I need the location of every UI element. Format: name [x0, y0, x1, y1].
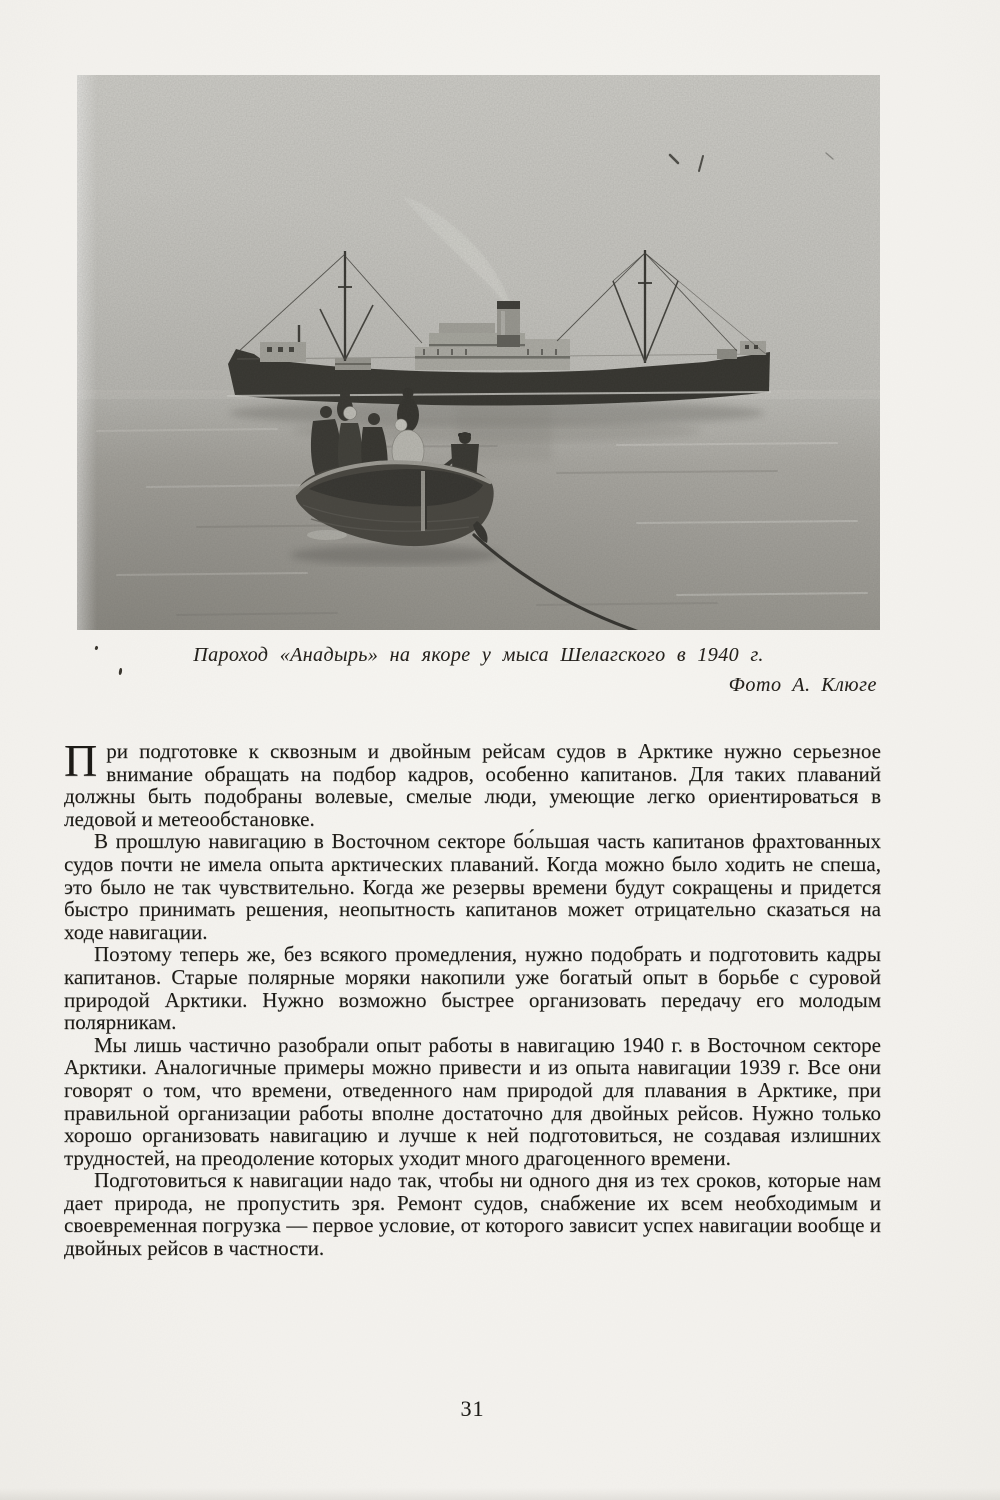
page-number: 31: [460, 1396, 485, 1421]
page-bottom-shadow: [0, 1488, 1000, 1500]
photo-caption: Пароход «Анадырь» на якоре у мыса Шелагского в 1940 г.: [193, 644, 764, 666]
article-text: [64, 735, 881, 1261]
drop-cap: П: [64, 735, 98, 786]
paragraph-1: [64, 735, 881, 831]
paragraph-2: В прошлую навигацию в Восточном секторе бо́льшая часть капитанов фрахтованных судов почти не имела опыта арктических плаваний. Когда можно было ходить не спеша, это было не так чувствительно. Когда же резервы времени будут сокращены и придется быстро принимать решения, неопытность капитанов может отрицательно сказаться на ходе навигации.: [64, 829, 881, 944]
paragraph-3: Поэтому теперь же, без всякого промедления, нужно подобрать и подготовить кадры капитанов. Старые полярные моряки накопили уже богатый опыт в борьбе с суровой природой Арктики. Нужно возможно быстрее организовать передачу его молодым полярникам.: [64, 942, 881, 1035]
steamship-photo-illustration: [77, 75, 880, 630]
paragraph-5: Подготовиться к навигации надо так, чтобы ни одного дня из тех сроков, которые нам дает природа, не пропустить зря. Ремонт судов, снабжение их всем необходимым и своевременная погрузка — первое условие, от которого зависит успех навигации вообще и двойных рейсов в частности.: [64, 1168, 881, 1261]
film-grain-overlay: [77, 75, 880, 630]
paragraph-1-text: ри подготовке к сквозным и двойным рейсам судов в Арктике нужно серьезное внимание обращать на подбор кадров, особенно капитанов. Для таких плаваний должны быть подобраны волевые, смелые люди, умеющие легко ориентироваться в ледовой и метеообстановке.: [64, 739, 881, 831]
photo-credit: Фото А. Клюге: [728, 674, 877, 696]
paragraph-4: Мы лишь частично разобрали опыт работы в навигацию 1940 г. в Восточном секторе Арктики. Аналогичные примеры можно привести и из опыта навигации 1939 г. Все они говорят о том, что времени, отведенного нам природой для плавания в Арктике, при правильной организации работы вполне достаточно для двойных рейсов. Нужно только хорошо организовать навигацию и лучше к ней подготовиться, не создавая излишних трудностей, на преодоление которых уходит много драгоценного времени.: [64, 1032, 881, 1170]
photo-steamship: [77, 75, 880, 630]
